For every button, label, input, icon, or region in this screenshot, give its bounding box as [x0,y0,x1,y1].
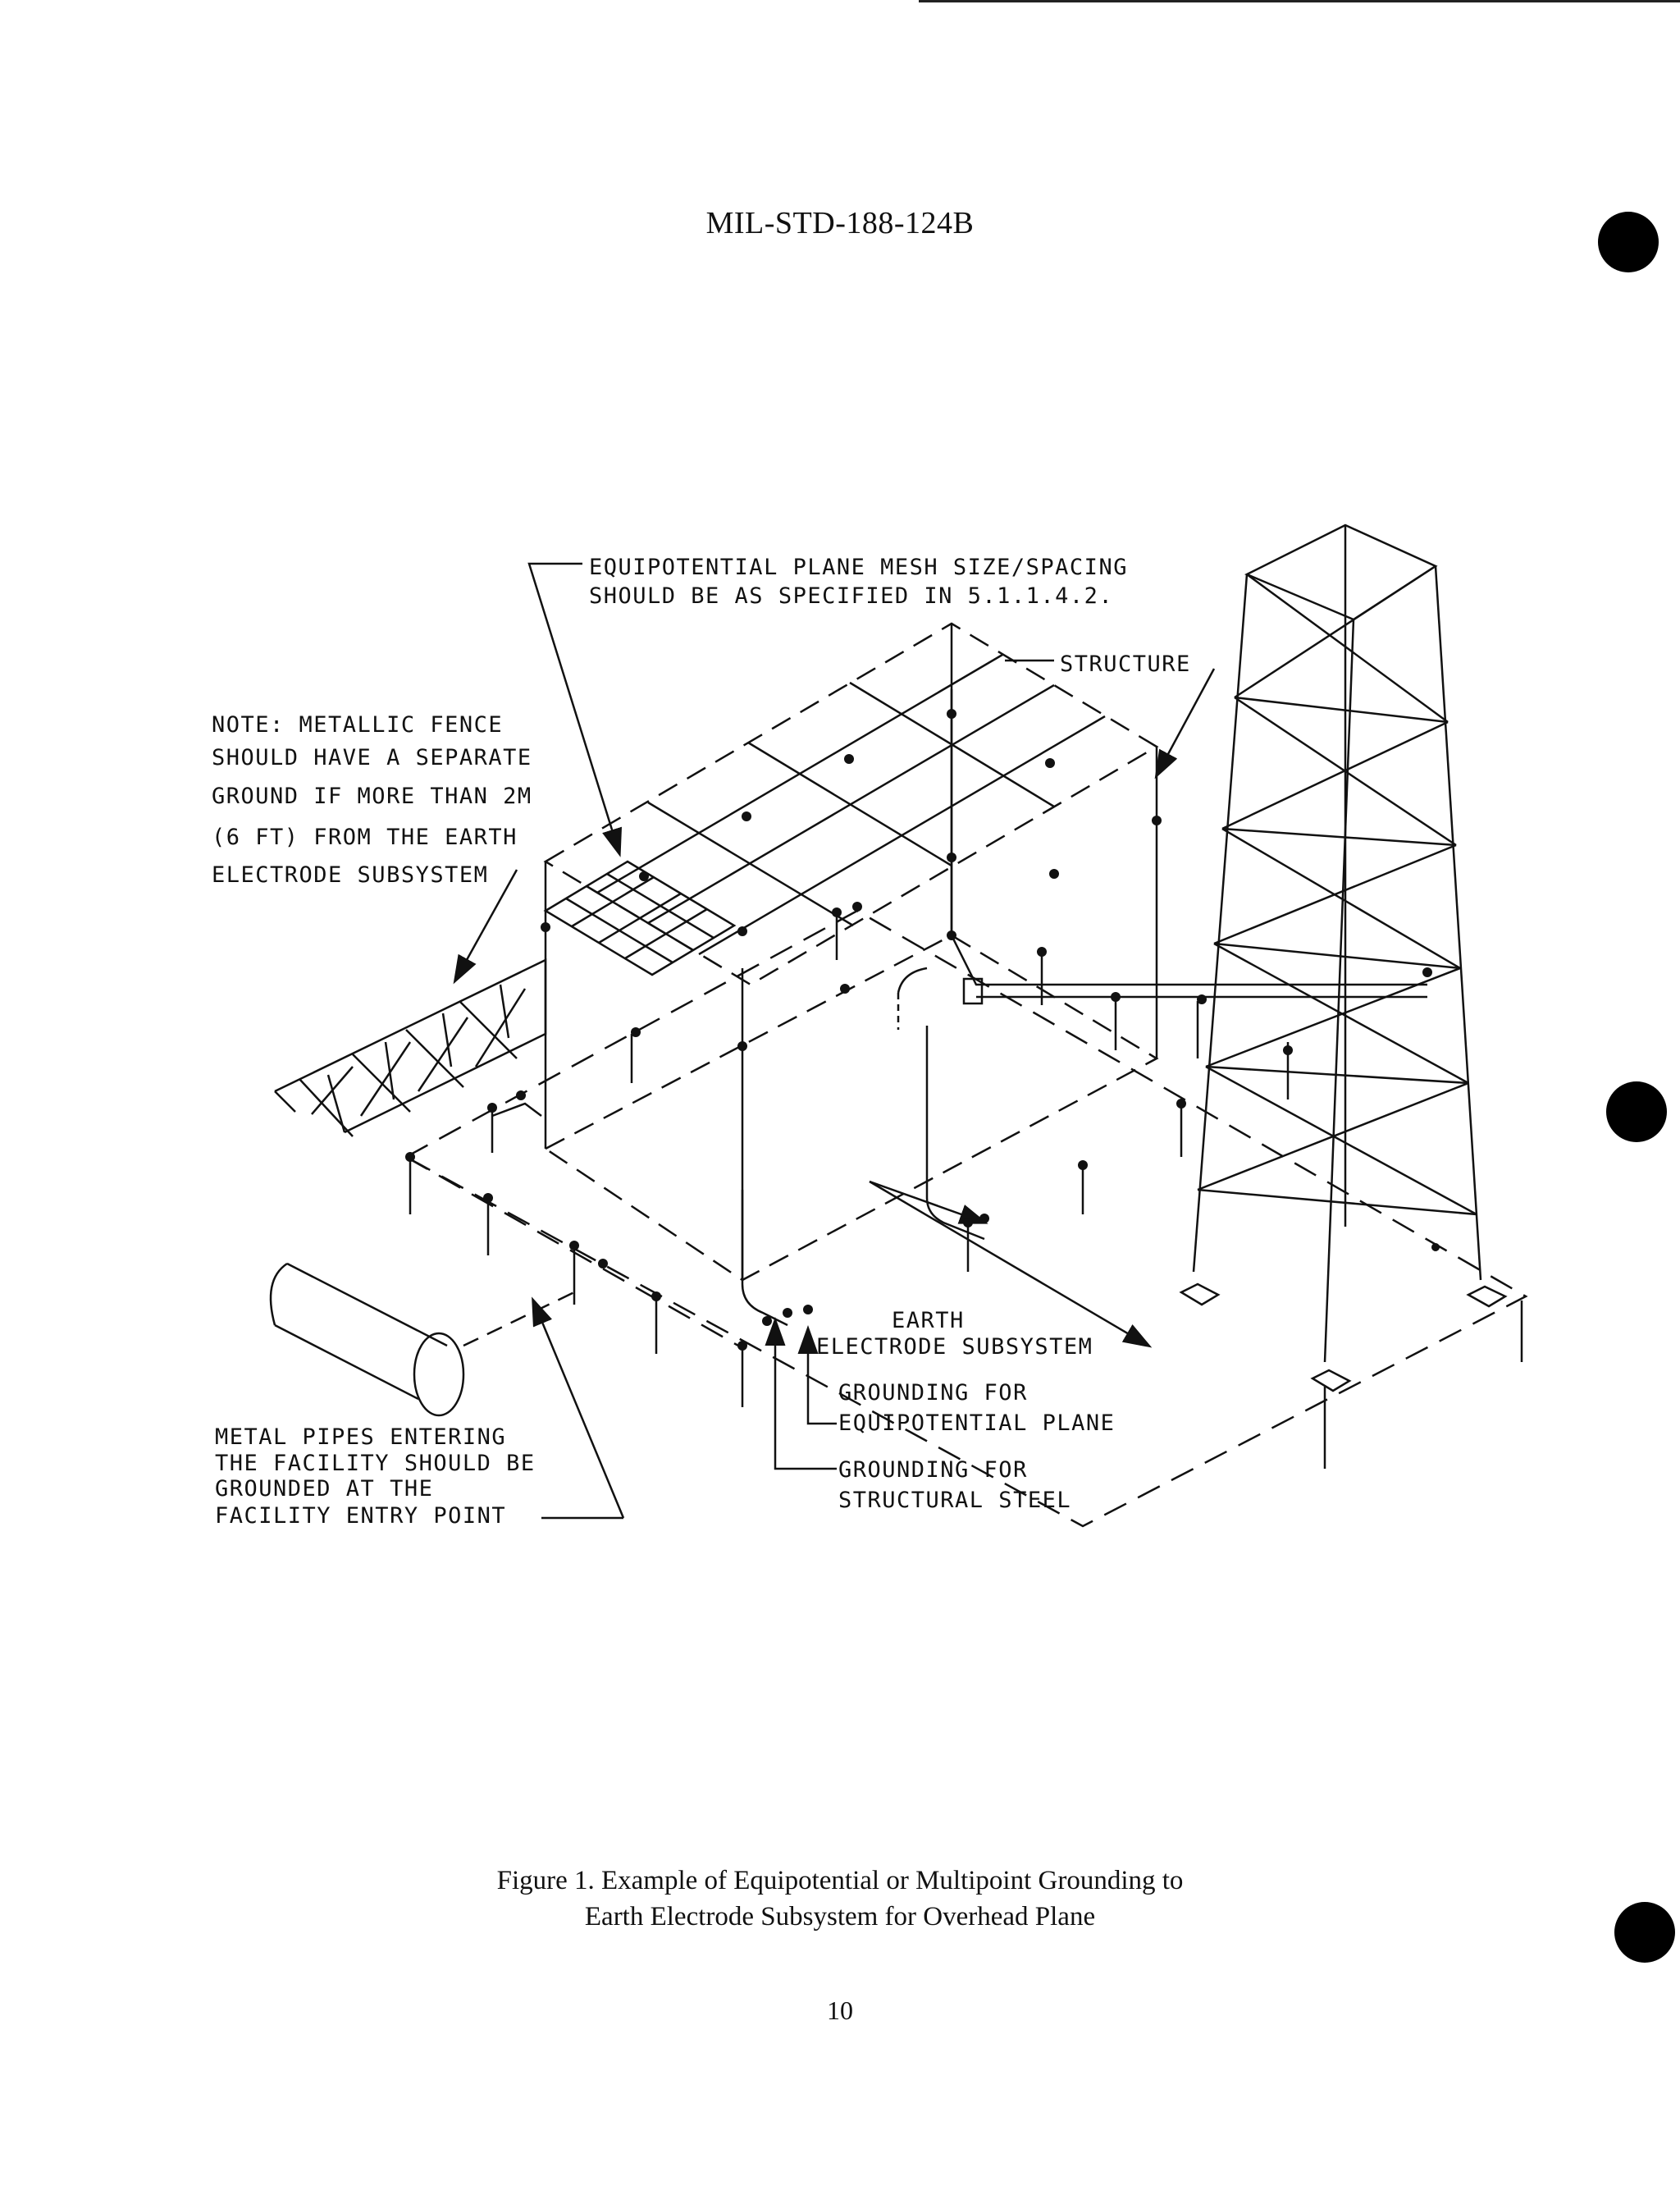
label-mesh-line2: SHOULD BE AS SPECIFIED IN 5.1.1.4.2. [589,583,1114,609]
diagram-labels [212,555,1191,1529]
label-earth-line1: EARTH [892,1308,965,1333]
label-grounding-eq-line2: EQUIPOTENTIAL PLANE [838,1410,1116,1436]
label-fence-note-2: SHOULD HAVE A SEPARATE [212,745,532,770]
label-fence-note-4: (6 FT) FROM THE EARTH [212,825,518,850]
label-pipes-note-4: FACILITY ENTRY POINT [215,1503,507,1529]
document-header: MIL-STD-188-124B [705,206,975,240]
page-number: 10 [827,1995,853,2025]
label-fence-note-5: ELECTRODE SUBSYSTEM [212,862,489,888]
caption-line2: Earth Electrode Subsystem for Overhead Plane [584,1902,1096,1931]
diagram-linework [271,525,1526,1526]
label-earth-line2: ELECTRODE SUBSYSTEM [816,1334,1093,1360]
label-pipes-note-1: METAL PIPES ENTERING [215,1424,507,1450]
bond-points [405,709,1440,1351]
label-grounding-steel-line1: GROUNDING FOR [838,1457,1028,1483]
label-mesh-line1: EQUIPOTENTIAL PLANE MESH SIZE/SPACING [589,555,1128,580]
label-pipes-note-2: THE FACILITY SHOULD BE [215,1451,536,1476]
label-fence-note-1: NOTE: METALLIC FENCE [212,712,504,738]
label-grounding-eq-line1: GROUNDING FOR [838,1380,1028,1406]
caption-line1: Figure 1. Example of Equipotential or Multipoint Grounding to [496,1866,1184,1895]
label-fence-note-3: GROUND IF MORE THAN 2M [212,784,532,809]
label-structure: STRUCTURE [1060,651,1191,677]
label-pipes-note-3: GROUNDED AT THE [215,1476,434,1502]
label-grounding-steel-line2: STRUCTURAL STEEL [838,1488,1072,1513]
figure-caption [0,1863,1680,1935]
